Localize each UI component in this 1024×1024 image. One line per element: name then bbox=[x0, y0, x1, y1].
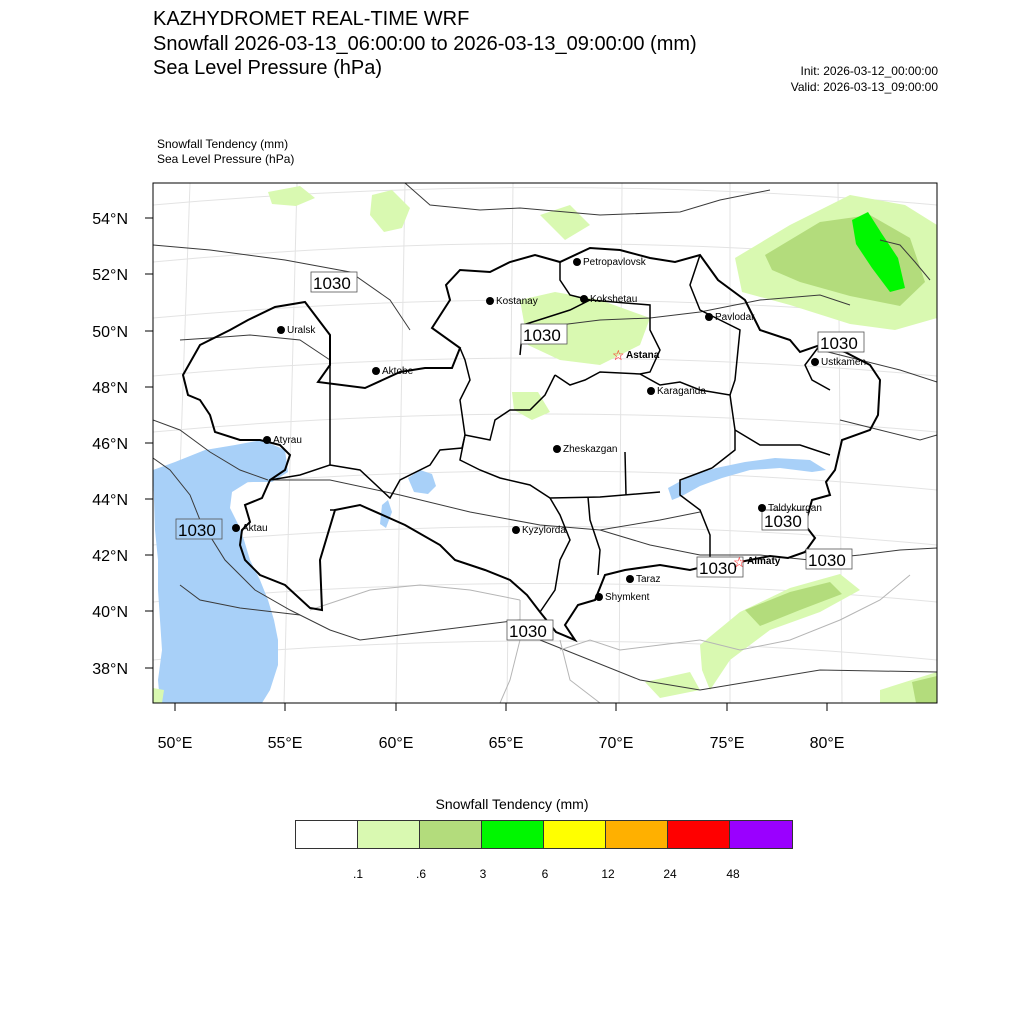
lon-label: 75°E bbox=[709, 735, 745, 752]
lat-axis bbox=[92, 211, 153, 678]
colorbar-tick: .1 bbox=[352, 867, 364, 881]
capital-star-icon: ☆ bbox=[612, 347, 625, 363]
lon-label: 70°E bbox=[598, 735, 634, 752]
colorbar-swatch bbox=[420, 821, 482, 848]
city-label: Petropavlovsk bbox=[583, 257, 646, 268]
lon-label: 50°E bbox=[157, 735, 193, 752]
city-label: Aktau bbox=[242, 523, 268, 534]
lat-label: 44°N bbox=[92, 492, 128, 509]
lat-label: 48°N bbox=[92, 380, 128, 397]
city-label: Aktobe bbox=[382, 366, 414, 377]
field-label-pressure: Sea Level Pressure (hPa) bbox=[157, 152, 295, 166]
city-dot bbox=[811, 358, 819, 366]
lat-label: 46°N bbox=[92, 436, 128, 453]
city-label: Shymkent bbox=[605, 592, 650, 603]
colorbar-title: Snowfall Tendency (mm) bbox=[435, 796, 589, 812]
city-dot bbox=[263, 436, 271, 444]
city-label: Kostanay bbox=[496, 296, 538, 307]
city-dot bbox=[573, 258, 581, 266]
city-label: Taldykurgan bbox=[768, 503, 822, 514]
isobar-label: 1030 bbox=[313, 274, 351, 293]
colorbar-swatch bbox=[544, 821, 606, 848]
city-label: Kokshetau bbox=[590, 294, 638, 305]
init-time: Init: 2026-03-12_00:00:00 bbox=[800, 64, 938, 78]
lat-label: 50°N bbox=[92, 324, 128, 341]
map-title: KAZHYDROMET REAL-TIME WRF bbox=[153, 8, 470, 30]
colorbar-tick: 3 bbox=[479, 867, 487, 881]
isobar-label: 1030 bbox=[523, 326, 561, 345]
colorbar bbox=[295, 820, 793, 849]
lon-label: 80°E bbox=[809, 735, 845, 752]
isobar-label: 1030 bbox=[178, 521, 216, 540]
city-dot bbox=[595, 593, 603, 601]
colorbar-swatch bbox=[606, 821, 668, 848]
lon-axis bbox=[158, 703, 845, 752]
lon-label: 60°E bbox=[378, 735, 414, 752]
city-label: Kyzylorda bbox=[522, 525, 566, 536]
lat-label: 42°N bbox=[92, 548, 128, 565]
city-dot bbox=[758, 504, 766, 512]
map-subtitle-snowfall: Snowfall 2026-03-13_06:00:00 to 2026-03-13_09:00:00 (mm) bbox=[153, 33, 697, 55]
colorbar-tick: 48 bbox=[726, 867, 740, 881]
colorbar-swatch bbox=[730, 821, 792, 848]
city-dot bbox=[647, 387, 655, 395]
colorbar-swatch bbox=[668, 821, 730, 848]
colorbar-swatch bbox=[358, 821, 420, 848]
lat-label: 38°N bbox=[92, 661, 128, 678]
capital-star-icon: ☆ bbox=[733, 554, 746, 570]
city-dot bbox=[372, 367, 380, 375]
city-dot bbox=[580, 295, 588, 303]
city-label: Zheskazgan bbox=[563, 444, 618, 455]
colorbar-tick: 12 bbox=[601, 867, 615, 881]
field-label-snowfall: Snowfall Tendency (mm) bbox=[157, 137, 289, 151]
lon-label: 55°E bbox=[267, 735, 303, 752]
city-dot bbox=[626, 575, 634, 583]
lat-label: 40°N bbox=[92, 604, 128, 621]
isobar-label: 1030 bbox=[699, 559, 737, 578]
valid-time: Valid: 2026-03-13_09:00:00 bbox=[790, 80, 938, 94]
city-dot bbox=[486, 297, 494, 305]
city-label: Taraz bbox=[636, 574, 661, 585]
colorbar-tick: 24 bbox=[663, 867, 677, 881]
colorbar-swatch bbox=[296, 821, 358, 848]
map-subtitle-pressure: Sea Level Pressure (hPa) bbox=[153, 57, 383, 79]
city-dot bbox=[553, 445, 561, 453]
colorbar-tick: .6 bbox=[415, 867, 427, 881]
city-dot bbox=[232, 524, 240, 532]
isobar-label: 1030 bbox=[820, 334, 858, 353]
city-label: Ustkamen bbox=[821, 357, 867, 368]
city-label: Astana bbox=[626, 350, 660, 361]
city-label: Pavlodar bbox=[715, 312, 755, 323]
city-dot bbox=[277, 326, 285, 334]
lon-label: 65°E bbox=[488, 735, 524, 752]
lat-label: 52°N bbox=[92, 267, 128, 284]
isobar-label: 1030 bbox=[509, 622, 547, 641]
city-dot bbox=[512, 526, 520, 534]
colorbar-swatch bbox=[482, 821, 544, 848]
city-label: Karaganda bbox=[657, 386, 706, 397]
isobar-label: 1030 bbox=[808, 551, 846, 570]
city-label: Atyrau bbox=[273, 435, 302, 446]
isobar-label: 1030 bbox=[764, 512, 802, 531]
city-label: Almaty bbox=[747, 556, 781, 567]
city-label: Uralsk bbox=[287, 325, 316, 336]
city-dot bbox=[705, 313, 713, 321]
lat-label: 54°N bbox=[92, 211, 128, 228]
colorbar-tick: 6 bbox=[541, 867, 549, 881]
